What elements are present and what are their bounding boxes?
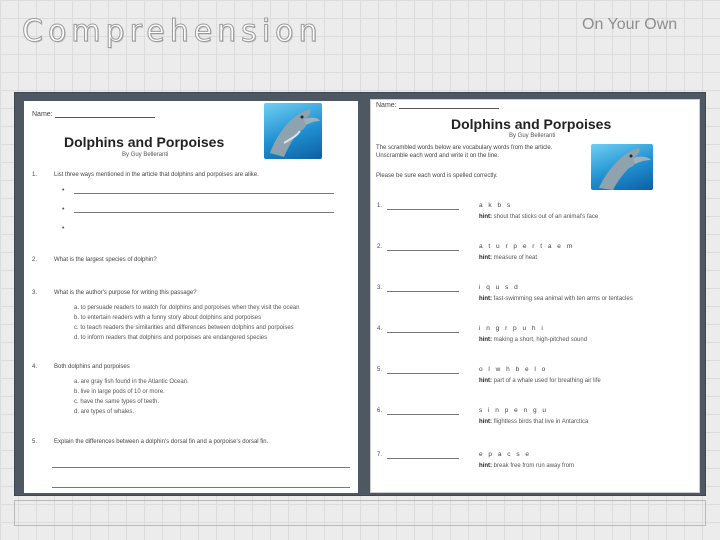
scrambled-word: i q u s d bbox=[479, 284, 520, 291]
option: d. are types of whales. bbox=[74, 409, 135, 415]
answer-line bbox=[52, 487, 350, 488]
option: a. to persuade readers to watch for dolphins and porpoises when they visit the ocean bbox=[74, 305, 300, 311]
option: c. to teach readers the similarities and differences between dolphins and porpoises bbox=[74, 325, 294, 331]
name-label: Name: bbox=[32, 111, 53, 118]
dolphin-photo bbox=[264, 103, 322, 159]
hint: hint: flightless birds that live in Antarctica bbox=[479, 419, 589, 425]
hint: hint: measure of heat bbox=[479, 255, 538, 261]
answer-line bbox=[387, 250, 459, 251]
item-number: 1. bbox=[377, 203, 383, 209]
scrambled-word: a t u r p e r t a e m bbox=[479, 243, 575, 250]
answer-bullet: • bbox=[62, 225, 65, 232]
hint: hint: making a short, high-pitched sound bbox=[479, 337, 588, 343]
dolphin-icon bbox=[591, 144, 653, 190]
worksheet-author: By Guy Belleranti bbox=[122, 152, 169, 158]
scrambled-word: i n g r p u h i bbox=[479, 325, 545, 332]
worksheet-vocabulary bbox=[370, 99, 700, 493]
option: b. live in large pods of 10 or more. bbox=[74, 389, 165, 395]
answer-line bbox=[387, 332, 459, 333]
item-number: 4. bbox=[377, 326, 383, 332]
answer-line bbox=[52, 467, 350, 468]
dolphin-photo bbox=[591, 144, 653, 190]
answer-bullet: • bbox=[62, 187, 65, 194]
item-number: 2. bbox=[377, 244, 383, 250]
answer-line bbox=[387, 414, 459, 415]
worksheet-questions bbox=[24, 101, 358, 493]
hint: hint: part of a whale used for breathing air life bbox=[479, 378, 601, 384]
question-5: 5. Explain the differences between a dolphin's dorsal fin and a porpoise's dorsal fin. bbox=[32, 439, 269, 445]
instructions-note: Please be sure each word is spelled correctly. bbox=[376, 173, 498, 179]
hint: hint: break free from run away from bbox=[479, 463, 575, 469]
name-field bbox=[32, 111, 155, 118]
scrambled-word: a k b s bbox=[479, 202, 513, 209]
worksheet-author: By Guy Belleranti bbox=[509, 133, 556, 139]
name-underline bbox=[55, 111, 155, 118]
question-3: 3. What is the author's purpose for writing this passage? bbox=[32, 290, 197, 296]
name-underline bbox=[399, 102, 499, 109]
item-number: 5. bbox=[377, 367, 383, 373]
hint: hint: fast-swimming sea animal with ten arms or tentacles bbox=[479, 296, 633, 302]
item-number: 3. bbox=[377, 285, 383, 291]
scrambled-word: o l w h b e l o bbox=[479, 366, 548, 373]
answer-line bbox=[387, 291, 459, 292]
worksheet-title: Dolphins and Porpoises bbox=[64, 134, 225, 150]
worksheet-title: Dolphins and Porpoises bbox=[451, 116, 612, 132]
scrambled-word: e p a c s e bbox=[479, 451, 531, 458]
option: b. to entertain readers with a funny story about dolphins and porpoises bbox=[74, 315, 262, 321]
scrambled-word: s i n p e n g u bbox=[479, 407, 549, 414]
answer-line bbox=[74, 212, 334, 213]
option: d. to inform readers that dolphins and porpoises are endangered species bbox=[74, 335, 268, 341]
answer-line bbox=[74, 193, 334, 194]
name-label: Name: bbox=[376, 102, 397, 109]
slide-title: Comprehension bbox=[22, 14, 323, 49]
option: a. are gray fish found in the Atlantic Ocean. bbox=[74, 379, 189, 385]
question-4: 4. Both dolphins and porpoises bbox=[32, 364, 130, 370]
slide-subtitle: On Your Own bbox=[582, 16, 678, 33]
option: c. have the same types of teeth. bbox=[74, 399, 160, 405]
hint: hint: shout that sticks out of an animal's face bbox=[479, 214, 599, 220]
footer-strip bbox=[14, 500, 706, 526]
instructions: The scrambled words below are vocabulary words from the article. Unscramble each word and write it on the line. bbox=[376, 145, 553, 159]
answer-line bbox=[387, 458, 459, 459]
answer-bullet: • bbox=[62, 206, 65, 213]
answer-line bbox=[387, 209, 459, 210]
item-number: 7. bbox=[377, 452, 383, 458]
dolphin-icon bbox=[264, 103, 322, 159]
item-number: 6. bbox=[377, 408, 383, 414]
question-1: 1. List three ways mentioned in the article that dolphins and porpoises are alike. bbox=[32, 172, 259, 178]
name-field bbox=[376, 102, 499, 109]
question-2: 2. What is the largest species of dolphin? bbox=[32, 257, 157, 263]
answer-line bbox=[387, 373, 459, 374]
